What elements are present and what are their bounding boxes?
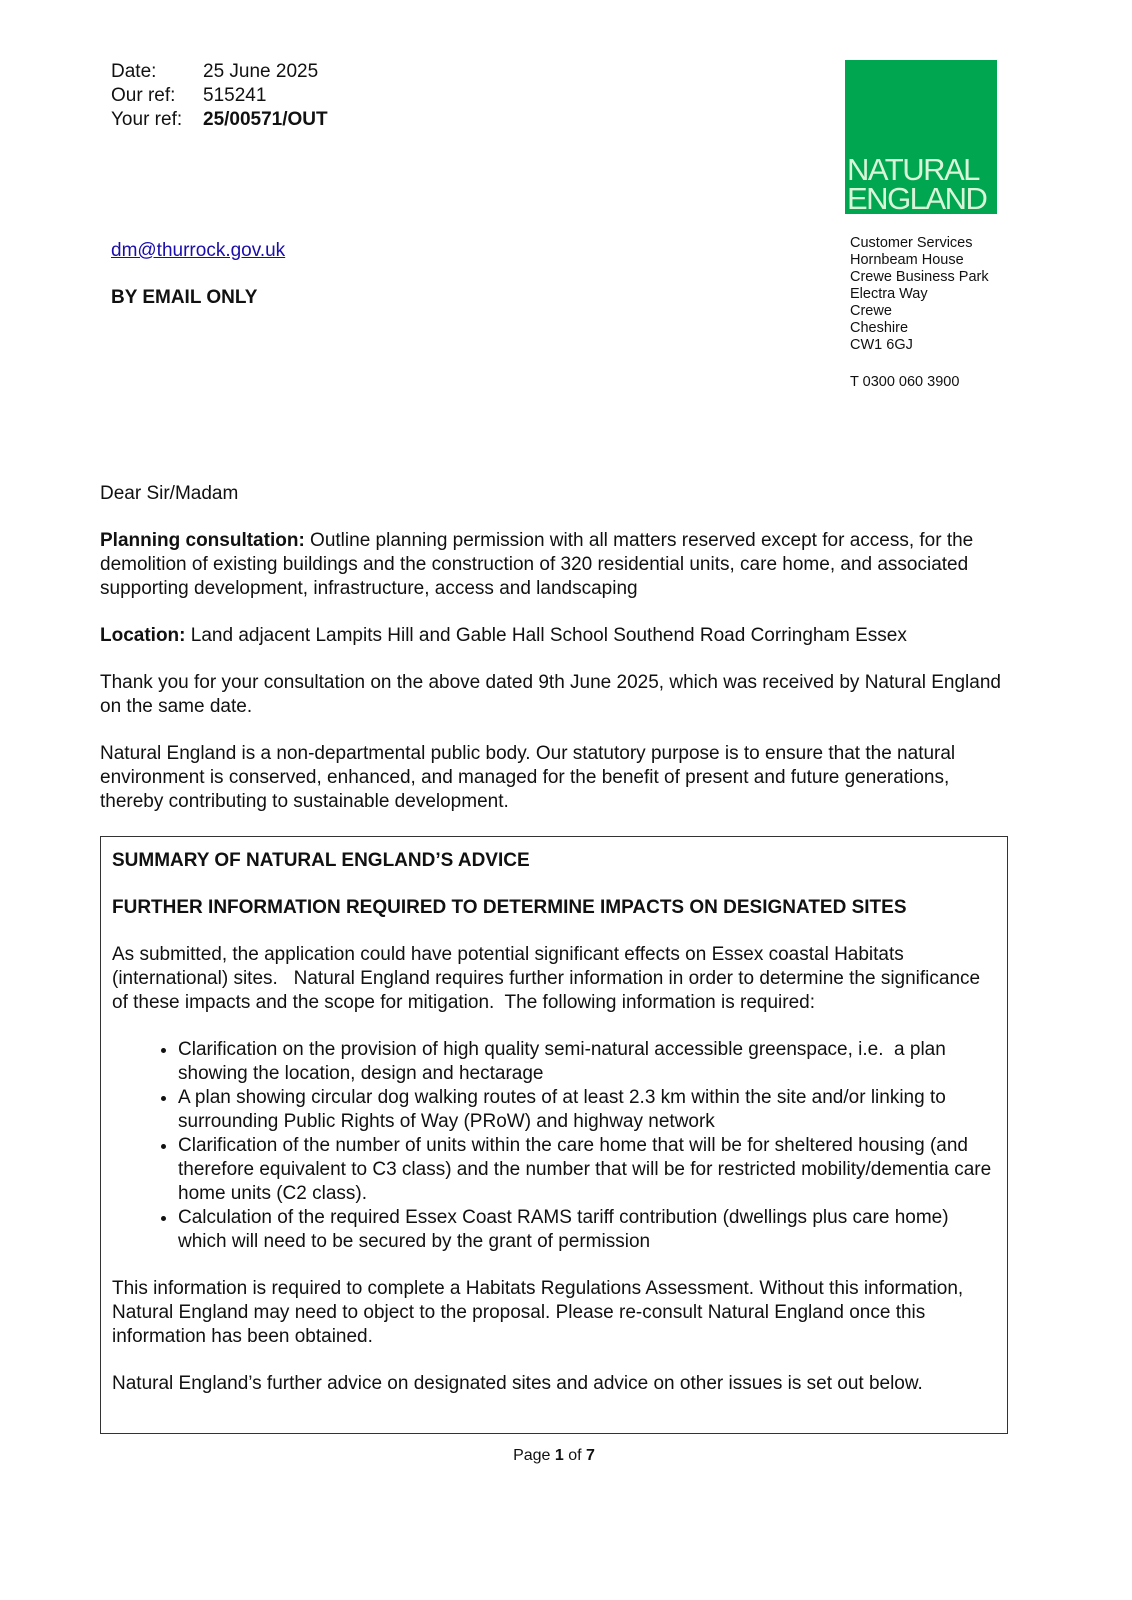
our-ref-label: Our ref:: [111, 85, 176, 106]
address-line: Crewe: [850, 303, 892, 319]
your-ref-label: Your ref:: [111, 109, 183, 130]
address-line: Hornbeam House: [850, 252, 964, 268]
letter-body: [100, 482, 1012, 837]
consultation-text: Outline planning permission with all matters reserved except for access, for the demolition of existing buildings and the construction of 320 residential units, care home, and associated supporting development, infrastructure, access and landscaping: [100, 530, 979, 599]
date-value: 25 June 2025: [203, 61, 319, 82]
list-item: • Clarification of the number of units within the care home that will be for sheltered housing (and therefore equivalent to C3 class) and the number that will be for restricted mobility/dementia care home units (C2 class).: [178, 1134, 996, 1206]
recipient-email-link[interactable]: dm@thurrock.gov.uk: [111, 240, 286, 261]
page-of: of: [563, 1447, 587, 1464]
your-ref-row: [111, 108, 328, 132]
our-ref-value: 515241: [203, 85, 267, 106]
your-ref-value: 25/00571/OUT: [203, 109, 328, 130]
logo-line1: NATURAL: [847, 152, 979, 187]
logo-line2: ENGLAND: [847, 181, 987, 216]
required-info-list: [112, 1038, 996, 1254]
our-ref-row: [111, 84, 328, 108]
date-row: [111, 60, 328, 84]
address-line: CW1 6GJ: [850, 337, 913, 353]
purpose-paragraph: Natural England is a non-departmental public body. Our statutory purpose is to ensure that the natural environment is conserved, enhanced, and managed for the benefit of present and future generations, thereby contributing to sustainable development.: [100, 743, 956, 812]
list-item: • Calculation of the required Essex Coast RAMS tariff contribution (dwellings plus care home) which will need to be secured by the grant of permission: [178, 1206, 996, 1254]
summary-subtitle: FURTHER INFORMATION REQUIRED TO DETERMINE IMPACTS ON DESIGNATED SITES: [112, 897, 907, 918]
total-pages: 7: [586, 1447, 595, 1464]
natural-england-logo: [845, 60, 997, 214]
delivery-method: BY EMAIL ONLY: [111, 287, 258, 308]
address-line: Customer Services: [850, 235, 973, 251]
list-item: • Clarification on the provision of high quality semi-natural accessible greenspace, i.e. a plan showing the location, design and hectarage: [178, 1038, 996, 1086]
page-prefix: Page: [513, 1447, 555, 1464]
address-line: Electra Way: [850, 286, 928, 302]
phone-number: T 0300 060 3900: [850, 374, 960, 390]
address-line: Crewe Business Park: [850, 269, 989, 285]
list-item: • A plan showing circular dog walking routes of at least 2.3 km within the site and/or linking to surrounding Public Rights of Way (PRoW) and highway network: [178, 1086, 996, 1134]
date-label: Date:: [111, 61, 157, 82]
location-text: Land adjacent Lampits Hill and Gable Hall School Southend Road Corringham Essex: [185, 625, 907, 646]
location-label: Location:: [100, 625, 186, 646]
advice-summary-box: [100, 836, 1008, 1434]
summary-title: SUMMARY OF NATURAL ENGLAND’S ADVICE: [112, 850, 530, 871]
page-number: [0, 1444, 1108, 1468]
logo-text: [847, 152, 987, 216]
summary-intro: As submitted, the application could have potential significant effects on Essex coastal Habitats (international) sites. Natural England requires further information in order to determine the significance of these impacts and the scope for mitigation. The following information is required:: [112, 944, 986, 1013]
reference-block: [111, 60, 328, 132]
address-line: Cheshire: [850, 320, 909, 336]
consultation-label: Planning consultation:: [100, 530, 305, 551]
location-paragraph: [100, 624, 1012, 648]
summary-closing: Natural England’s further advice on designated sites and advice on other issues is set out below.: [112, 1373, 923, 1394]
consultation-paragraph: [100, 529, 1012, 601]
current-page: 1: [554, 1447, 564, 1464]
sender-address: [850, 235, 989, 354]
summary-paragraph: This information is required to complete a Habitats Regulations Assessment. Without this information, Natural England may need to object to the proposal. Please re-consult Natural England once this information has been obtained.: [112, 1278, 969, 1347]
thanks-paragraph: Thank you for your consultation on the above dated 9th June 2025, which was received by Natural England on the same date.: [100, 672, 1001, 717]
salutation: Dear Sir/Madam: [100, 483, 239, 504]
